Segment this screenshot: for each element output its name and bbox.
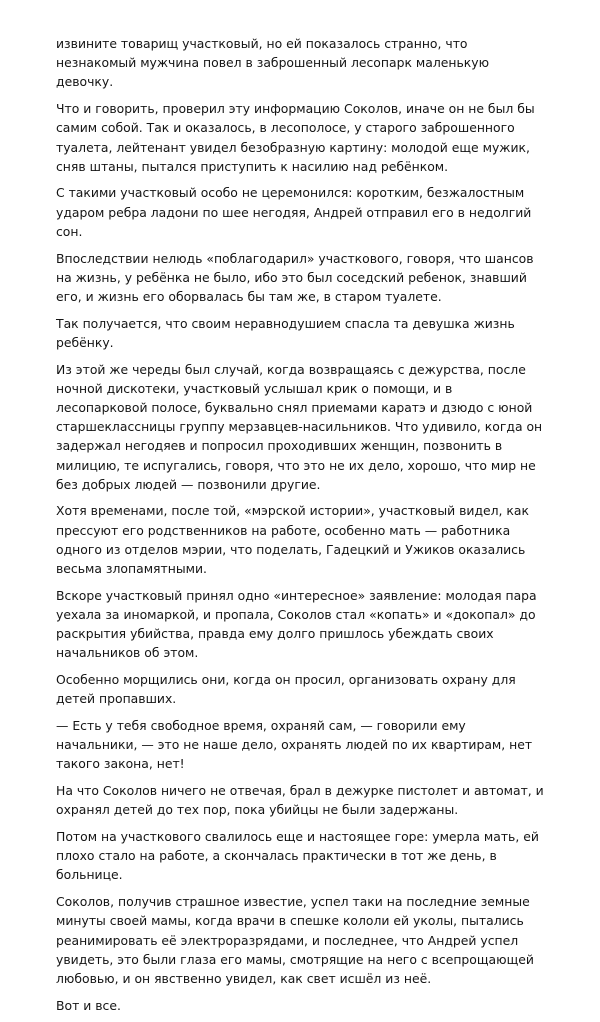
paragraph-statement: Вскоре участковый принял одно «интересное» заявление: молодая пара уехала за иномаркой, и пропала, Соколов стал «копать» и «докопал» до раскрытия убийства, правда ему долго пришлось убеждать своих начальников об этом. (56, 587, 537, 661)
paragraph-continuation: извините товарищ участковый, но ей показалось странно, что незнакомый мужчина повел в заброшенный лесопарк маленькую девочку. (56, 36, 490, 90)
paragraph-aftermath: Впоследствии нелюдь «поблагодарил» участкового, говоря, что шансов на жизнь, у ребёнка не было, ибо это был соседский ребенок, знавший его, и жизнь его оборвалась бы там же, в старом туалете. (56, 250, 534, 304)
paragraph-bosses-reply: — Есть у тебя свободное время, охраняй сам, — говорили ему начальники, — это не наше дело, охранять людей по их квартирам, нет такого закона, нет! (56, 718, 533, 772)
document-page (56, 34, 546, 1022)
paragraph-mother-death: Потом на участкового свалилось еще и настоящее горе: умерла мать, ей плохо стало на работе, а скончалась практически в тот же день, в больнице. (56, 829, 539, 883)
paragraph-disco-case: Из этой же череды был случай, когда возвращаясь с дежурства, после ночной дискотеки, участковый услышал крик о помощи, и в лесопарковой полосе, буквально снял приемами каратэ и дзюдо с юной старшеклассницы группу мерзавцев-насильников. Что удивило, когда он задержал негодяев и попросил проходивших женщин, позвонить в милицию, те испугались, говоря, что это не их дело, хорошо, что мир не без добрых людей — позвонили другие. (56, 361, 543, 492)
paragraph-strike: С такими участковый особо не церемонился: коротким, безжалостным ударом ребра ладони по шее негодяя, Андрей отправил его в недолгий сон. (56, 185, 532, 239)
paragraph-sokolov-check: Что и говорить, проверил эту информацию Соколов, иначе он не был бы самим собой. Так и оказалось, в лесополосе, у старого заброшенного туалета, лейтенант увидел безобразную картину: молодой еще мужик, сняв штаны, пытался приступить к насилию над ребёнком. (56, 101, 535, 174)
paragraph-guarding-children: На что Соколов ничего не отвечая, брал в дежурке пистолет и автомат, и охранял детей до тех пор, пока убийцы не были задержаны. (56, 783, 544, 818)
paragraph-hospital: Соколов, получив страшное известие, успел таки на последние земные минуты своей мамы, когда врачи в спешке кололи ей уколы, пытались реанимировать её электроразрядами, и последнее, что Андрей успел увидеть, это были глаза его мамы, смотрящие на него с всепрощающей любовью, и он явственно увидел, как свет исшёл из неё. (56, 894, 534, 986)
paragraph-guard-request: Особенно морщились они, когда он просил, организовать охрану для детей пропавших. (56, 672, 516, 707)
paragraph-girl-saved: Так получается, что своим неравнодушием спасла та девушка жизнь ребёнку. (56, 315, 515, 350)
paragraph-ending: Вот и все. (56, 997, 121, 1013)
paragraph-mayor-story: Хотя временами, после той, «мэрской истории», участковый видел, как прессуют его родственников на работе, особенно мать — работника одного из отделов мэрии, что поделать, Гадецкий и Ужиков оказались весьма злопамятными. (56, 503, 529, 577)
